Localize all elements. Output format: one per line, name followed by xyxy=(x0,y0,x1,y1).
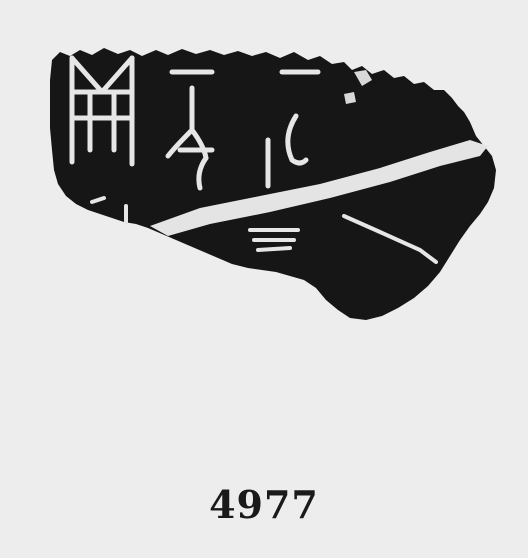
catalog-number: 4977 xyxy=(209,482,319,527)
bone-fragment xyxy=(50,48,496,320)
edge-chip xyxy=(344,92,356,104)
